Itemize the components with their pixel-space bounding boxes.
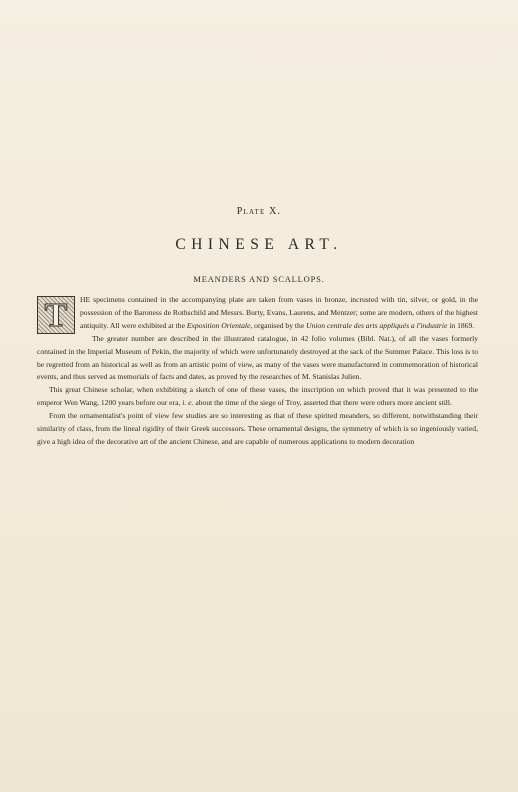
paragraph-2-segments — [37, 334, 478, 382]
page-title: CHINESE ART. — [175, 236, 343, 253]
paragraph-3-segments — [37, 385, 478, 407]
text-run: From the ornamentalist's point of view few studies are so interesting as that of these spirited meanders, so different, notwithstanding their similarity of class, from the lineal rigidity of their Greek successors. These ornamental designs, the symmetry of which is so ingeniously varied, give a high idea of the decorative art of the ancient Chinese, and are capable of numerous applications to modern decoration — [37, 411, 478, 446]
page-subtitle: MEANDERS AND SCALLOPS. — [193, 274, 325, 284]
ornamental-initial-letter: T — [44, 297, 68, 334]
italic-text: i. e. — [182, 398, 194, 408]
ornamental-initial — [37, 296, 75, 334]
paragraph — [37, 410, 478, 449]
text-run: HE specimens contained in the accompanying plate are taken from vases in bronze, incrusted with tin, silver, or gold, in the possession of the Baroness de Rothschild and Messrs. Burty, Evans, Laurens, and Mentzer; some are modern, others of the highest antiquity. All were exhibited at the — [80, 295, 478, 330]
text-run: The greater number are described in the illustrated catalogue, in 42 folio volumes (Bibl. Nat.), of all the vases formerly contained in the Imperial Museum of Pekin, the majority of which were unfortunately destroyed at the sack of the Summer Palace. This loss is to be regretted from an historical as well as from an artistic point of view, as many of the vases were manufactured in commemoration of historical events, and thus served as memorials of facts and dates, as proved by the researches of M. Stanislas Julien. — [37, 333, 478, 382]
paragraph — [37, 294, 478, 333]
italic-text: Union centrale des arts appliqués a l'industrie — [306, 320, 448, 330]
text-run: in 1869. — [447, 320, 475, 330]
text-run: about the time of the siege of Troy, asserted that there were others more ancient still. — [193, 398, 452, 408]
paragraph-1-segments — [80, 295, 478, 330]
paragraph — [37, 333, 478, 385]
plate-label: Plate X. — [236, 206, 282, 217]
text-run: organised by the — [252, 320, 307, 330]
paragraph — [37, 384, 478, 410]
paragraph-4-segments — [37, 411, 478, 446]
text-run: This great Chinese scholar, when exhibiting a sketch of one of these vases, the inscription on which proved that it was presented to the emperor Wen Wang, 1200 years before our era, — [37, 385, 478, 408]
body-text — [37, 294, 478, 449]
italic-text: Exposition Orientale, — [186, 320, 253, 330]
